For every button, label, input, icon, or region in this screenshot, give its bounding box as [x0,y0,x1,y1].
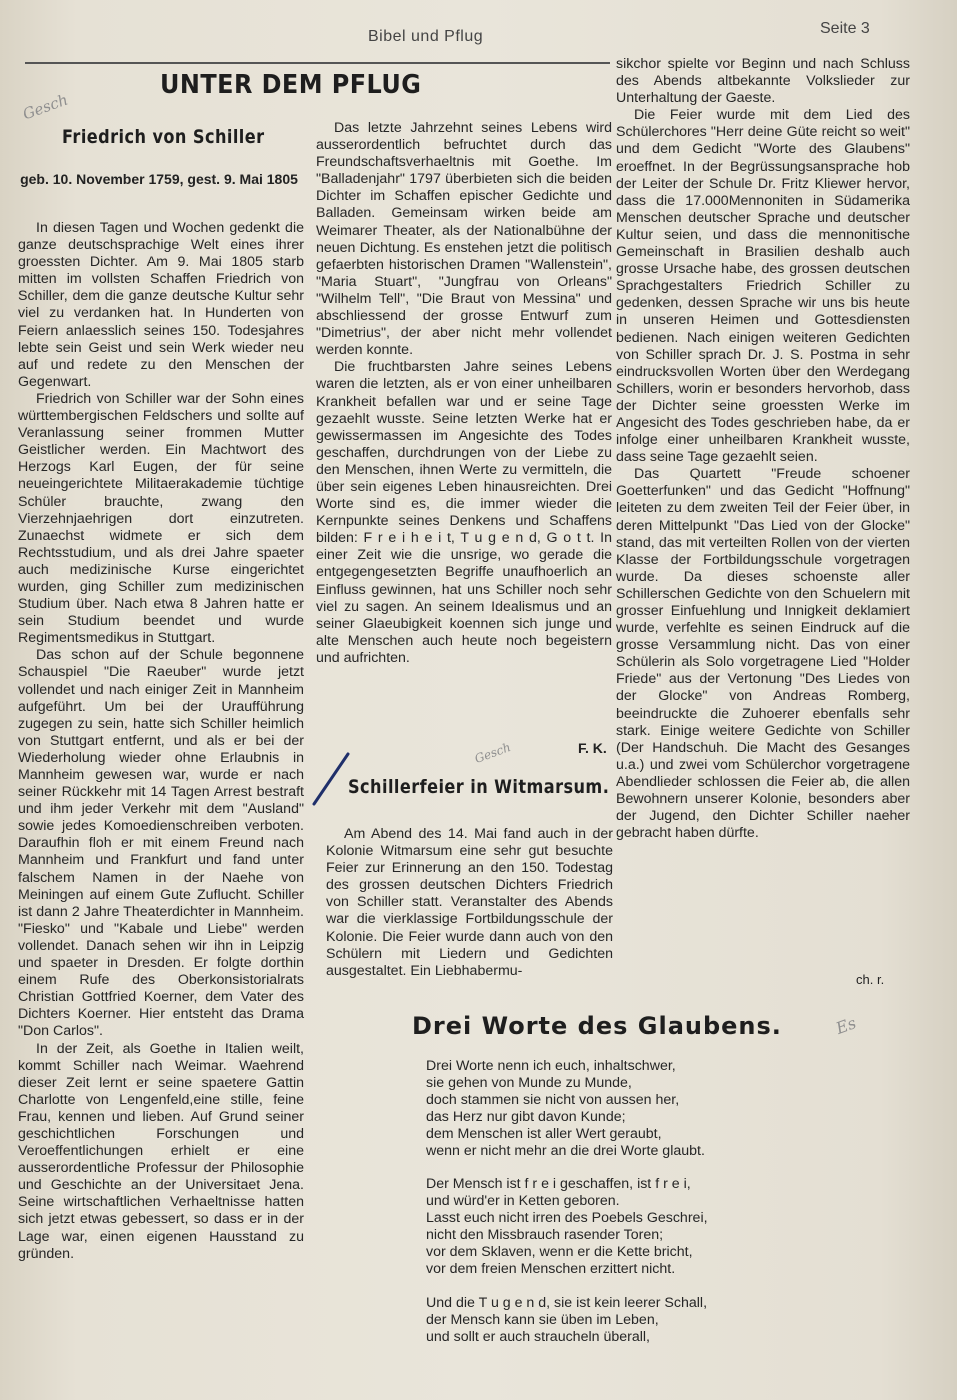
paragraph: Das Quartett "Freude schoener Goetterfunken" und das Gedicht "Hoffnung" leiteten zu dem zweiten Teil der Feier über, in deren Mittelpunkt "Das Lied von der Glocke" stand, das mit verteilten Rollen von der vierten Klasse der Fortbildungsschule vorgetragen wurde. Da dieses schoenste aller Schillerschen Gedichte von den Schuelern mit grosser Einfuehlung und Innigkeit deklamiert wurde, verfehlte es seinen Eindruck auf die grosse Versammlung nicht. Das von einer Schülerin als Solo vorgetragene Lied "Holder Friede" aus der Vertonung "Des Liedes von der Glocke" von Andreas Romberg, beeindruckte die Zuhoerer ebenfalls sehr stark. Einige weitere Gedichte von Schiller (Der Handschuh. Die Macht des Gesanges u.a.) und zwei vom Schülerchor vorgetragene Abendlieder schlossen die Feier ab, die allen Bewohnern unserer Kolonie, besonders aber der Jugend, den Dichter Schiller naeher gebracht haben dürfte. [616,466,910,842]
poem-line: nicht den Missbrauch rasender Toren; [426,1227,664,1244]
poem-line: wenn er nicht mehr an die drei Worte glaubt. [426,1142,705,1159]
poem [426,1058,826,1363]
article-author: ch. r. [856,972,885,987]
poem-line: doch stammen sie nicht von aussen her, [426,1091,680,1108]
paragraph: sikchor spielte vor Beginn und nach Schluss des Abends altbekannte Volkslieder zur Unterhaltung der Gaeste. [616,56,910,107]
header-divider [25,62,610,64]
pen-mark [310,752,350,807]
paragraph: In diesen Tagen und Wochen gedenkt die ganze deutschsprachige Welt eines ihrer groessten Dichter. Am 9. Mai 1805 starb mitten im vollsten Schaffen Friedrich von Schiller, dem die ganze deutsche Kultur sehr viel zu verdanken hat. In Hunderten von Feiern anlaesslich seines 150. Todesjahres lebte sein Geist und sein Werk wieder neu auf und redete zu den Menschen der Gegenwart. [18,220,304,390]
poem-line: Drei Worte nenn ich euch, inhaltschwer, [426,1058,676,1074]
poem-stanza [426,1295,826,1346]
article-title: Friedrich von Schiller [62,126,265,148]
poem-line: das Herz nur gibt davon Kunde; [426,1108,626,1125]
article-author: F. K. [578,740,607,756]
poem-line: Der Mensch ist f r e i geschaffen, ist f r e i, [426,1176,691,1193]
page-number: Seite 3 [820,20,870,37]
poem-line: vor dem freien Menschen erzittert nicht. [426,1260,676,1277]
poem-line: der Mensch kann sie üben im Leben, [426,1311,659,1328]
poem-line: und würd'er in Ketten geboren. [426,1193,620,1210]
article-dates: geb. 10. November 1759, gest. 9. Mai 1805 [20,171,298,187]
poem-line: Lasst euch nicht irren des Poebels Geschrei, [426,1210,708,1227]
article-column-3 [616,56,910,842]
poem-stanza [426,1176,826,1277]
poem-title: Drei Worte des Glaubens. [412,1012,782,1040]
article-column-2 [316,120,612,667]
poem-line: vor dem Sklaven, wenn er die Kette bricht, [426,1244,693,1261]
paragraph: In der Zeit, als Goethe in Italien weilt, kommt Schiller nach Weimar. Waehrend dieser Zeit lernt er seine spaetere Gattin Charlotte von Lengenfeld,eine stille, feine Frau, kennen und lieben. Auf Grund seiner geschichtlichen Forschungen und Veroeffentlichungen erhielt er eine ausserordentliche Professur der Philosophie und Geschichte an der Universitaet Jena. Seine wirtschaftlichen Verhaeltnisse hatten sich jetzt etwas gebessert, so dass er in der Lage war, einen eigenen Hausstand zu gründen. [18,1040,304,1262]
section-heading: UNTER DEM PFLUG [160,70,422,100]
article-column-1 [18,220,304,1263]
poem-line: und sollt er auch straucheln überall, [426,1328,650,1345]
article-title: Schillerfeier in Witmarsum. [348,776,610,798]
pencil-annotation: Es [833,1013,859,1038]
paragraph: Die fruchtbarsten Jahre seines Lebens waren die letzten, als er von einer unheilbaren Krankheit befallen war und er seine Tage gezaehlt wusste. Seine letzten Werke hat er gewissermassen im Angesichte des Todes geschaffen, durchdrungen von der Liebe zu den Menschen, ihnen Werte zu vermitteln, die über sein eigenes Leben hinausreichten. Drei Worte sind es, die immer wieder die Kernpunkte seines Denkens und Schaffens bilden: F r e i h e i t, T u g e n d, G o t t. In einer Zeit wie die unsrige, wo gerade die entgegengesetzten Begriffe unaufhoerlich an Einfluss gewinnen, hat uns Schiller noch sehr viel zu sagen. An seinem Idealismus und an seiner Glaeubigkeit koennen sich junge und alte Menschen auch heute noch begeistern und aufrichten. [316,359,612,666]
paragraph: Am Abend des 14. Mai fand auch in der Kolonie Witmarsum eine sehr gut besuchte Feier zur Erinnerung an den 150. Todestag des grossen deutschen Dichters Friedrich von Schiller statt. Veranstalter des Abends war die vierklassige Fortbildungsschule der Kolonie. Die Feier wurde dann auch von den Schülern mit Liedern und Gedichten ausgestaltet. Ein Liebhabermu- [326,826,613,979]
poem-line: sie gehen von Munde zu Munde, [426,1074,632,1091]
paragraph: Das schon auf der Schule begonnene Schauspiel "Die Raeuber" wurde jetzt vollendet und nach einiger Zeit in Mannheim aufgeführt. Um bei der Uraufführung zugegen zu sein, hatte sich Schiller heimlich von Stuttgart entfernt, und als er bei der Wiederholung wieder ohne Erlaubnis in Mannheim gewesen war, wurde er nach seiner Rückkehr mit 14 Tagen Arrest bestraft und ihm jeder Verkehr mit dem "Ausland" sowie jedes Komoedienschreiben verboten. Daraufhin floh er mit einem Freund nach Mannheim und Frankfurt und fand unter falschem Namen in der Naehe von Meiningen auf einem Gute Zuflucht. Schiller ist dann 2 Jahre Theaterdichter in Mannheim. "Fiesko" und "Kabale und Liebe" werden vollendet. Danach sehen wir ihn in Leipzig und spaeter in Dresden. Er folgte dorthin einem Rufe des Oberkonsistorialrats Christian Gottfried Koerner, dem Vater des Dichters Koerner. Hier entsteht das Drama "Don Carlos". [18,647,304,1040]
pencil-annotation: Gesch [472,740,513,766]
pencil-annotation: Gesch [20,90,71,124]
newspaper-title: Bibel und Pflug [368,28,484,45]
poem-line: dem Menschen ist aller Wert geraubt, [426,1125,662,1142]
poem-line: Und die T u g e n d, sie ist kein leerer Schall, [426,1294,708,1311]
paragraph: Friedrich von Schiller war der Sohn eines württembergischen Feldschers und sollte auf Veranlassung seiner frommen Mutter Geistlicher werden. Ein Machtwort des Herzogs Karl Eugen, der für seine neueingerichtete Militaerakademie tüchtige Schüler brauchte, zwang den Vierzehnjaehrigen dort einzutreten. Zunaechst widmete er sich dem Rechtsstudium, und als drei Jahre spaeter auch medizinische Kurse eingerichtet wurden, ging Schiller zum medizinischen Studium über. Nach etwa 8 Jahren hatte er sein Studium beendet und wurde Regimentsmedikus in Stuttgart. [18,390,304,647]
paragraph: Das letzte Jahrzehnt seines Lebens wird ausserordentlich befruchtet durch das Freundschaftsverhaeltnis mit Goethe. Im "Balladenjahr" 1797 überbieten sich die beiden Dichter im Schaffen epischer Gedichte und Balladen. Gemeinsam wirken beide am Weimarer Theater, als der Nationalbühne der neuen Dichtung. Es enstehen jetzt die politisch gefaerbten historischen Dramen "Wallenstein", "Maria Stuart", "Jungfrau von Orleans" "Wilhelm Tell", "Die Braut von Messina" und abschliessend der grosse Entwurf zum "Dimetrius", der aber nicht mehr vollendet werden konnte. [316,120,612,359]
paragraph: Die Feier wurde mit dem Lied des Schülerchores "Herr deine Güte reicht so weit" und dem Gedicht "Worte des Glaubens" eroeffnet. In der Begrüssungsansprache hob der Leiter der Schule Dr. Fritz Kliewer hervor, dass die 17.000Mennoniten in Südamerika Menschen deutscher Sprache und deutscher Kultur seien, und dass die mennonitische Gemeinschaft in Brasilien deshalb auch grosse Ursache habe, des grossen deutschen Sprachgestalters Friedrich Schiller zu gedenken, dessen Sprache wir uns bis heute in unseren Heimen und Gottesdiensten bedienen. Nach einigen weiteren Gedichten von Schiller sprach Dr. J. S. Postma in sehr eindrucksvollen Worten über den Werdegang Schillers, worin er besonders hervorhob, dass der Dichter seine groessten Werke im Angesicht des Todes geschrieben habe, da er infolge einer unheilbaren Krankheit wusste, dass seine Tage gezaehlt seien. [616,107,910,466]
article-column-2b [326,826,613,980]
poem-stanza [426,1058,826,1159]
